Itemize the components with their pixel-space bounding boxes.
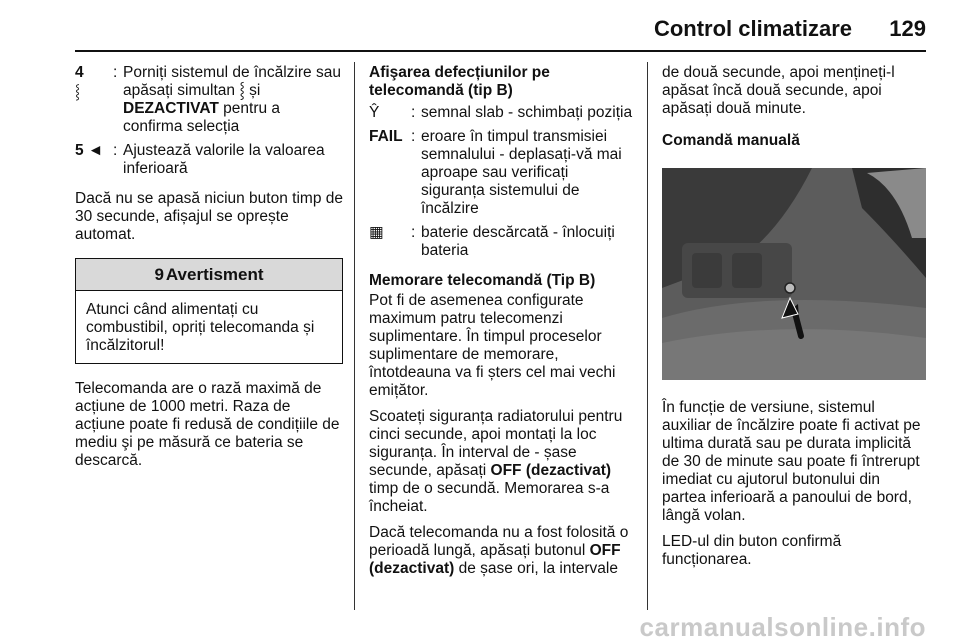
column-divider-2 xyxy=(647,62,648,610)
page-number: 129 xyxy=(889,16,926,41)
manual-paragraph: În funcție de versiune, sistemul auxiliar de încălzire poate fi activat pe ultima durată sau pe durata implicită de 30 de minute sau poate fi întrerupt imediat cu ajutorul butonului din partea inferioară a panoului de bord, lângă volan. xyxy=(662,399,921,524)
warning-icon: 9 xyxy=(154,265,164,284)
weak-signal-description: semnal slab - schimbați poziția xyxy=(421,104,633,121)
auto-off-paragraph: Dacă nu se apasă niciun buton timp de 30 secunde, afișajul se oprește automat. xyxy=(75,190,343,243)
header-rule xyxy=(75,50,926,52)
column-1 xyxy=(75,64,343,478)
long-unused-paragraph: Dacă telecomanda nu a fost folosită o perioadă lungă, apăsați butonul OFF (dezactivat) de șase ori, la intervale xyxy=(369,524,629,577)
memorize-title: Memorare telecomandă (Tip B) xyxy=(369,272,596,289)
warning-title: Avertisment xyxy=(165,265,264,284)
definition-list: 4 ⸾ : Porniți sistemul de încălzire sau apăsați simultan ⸾ și DEZACTIVAT pentru a confirma selecția 5 ◄ : Ajustează valorile la valoarea inferioară xyxy=(75,64,343,178)
warning-body: Atunci când alimentați cu combustibil, opriți telecomanda și încălzitorul! xyxy=(86,301,315,354)
warning-box xyxy=(75,258,343,364)
heater-icon: ⸾ xyxy=(239,82,245,99)
fail-description: eroare în timpul transmisiei semnalului - deplasați-vă mai aproape sau verificați siguranța sistemului de încălzire xyxy=(421,128,622,217)
warning-header xyxy=(76,259,342,291)
key-4-description: Porniți sistemul de încălzire sau apăsați simultan ⸾ și DEZACTIVAT pentru a confirma selecția xyxy=(123,64,341,135)
fuse-paragraph: Scoateți siguranța radiatorului pentru cinci secunde, apoi montați la loc siguranța. În interval de - șase secunde, apăsați OFF (dezactivat) timp de o secundă. Memorarea s-a încheiat. xyxy=(369,408,623,515)
memorize-paragraph: Pot fi de asemenea configurate maximum patru telecomenzi suplimentare. În timpul proceselor suplimentare de memorare, întotdeauna va fi șters cel mai vechi emițător. xyxy=(369,292,616,399)
fail-label: FAIL xyxy=(369,128,403,145)
led-paragraph: LED-ul din buton confirmă funcționarea. xyxy=(662,533,842,568)
column-divider-1 xyxy=(354,62,355,610)
key-5-description: Ajustează valorile la valoarea inferioară xyxy=(123,142,325,177)
watermark: carmanualsonline.info xyxy=(639,612,926,642)
signal-icon: Ŷ xyxy=(369,104,380,121)
range-paragraph: Telecomanda are o rază maximă de acțiune de 1000 metri. Raza de acțiune poate fi redusă de condițiile de mediu şi pe măsură ce bateria se descarcă. xyxy=(75,380,340,469)
key-5-left: 5 ◄ xyxy=(75,142,104,159)
dashboard-button-photo xyxy=(662,168,926,380)
battery-icon: ▦ xyxy=(369,224,384,241)
continued-paragraph: de două secunde, apoi mențineți-l apăsat încă două secunde, apoi apăsați două minute. xyxy=(662,64,895,117)
key-4: 4 ⸾ xyxy=(75,64,113,136)
heater-icon: ⸾ xyxy=(75,83,80,99)
battery-description: baterie descărcată - înlocuiți bateria xyxy=(421,224,615,259)
page-header-title: Control climatizare xyxy=(653,16,852,41)
column-3 xyxy=(662,64,928,577)
column-2 xyxy=(369,64,635,586)
faults-title: Afişarea defecțiunilor pe telecomandă (tip B) xyxy=(369,64,550,99)
manual-title: Comandă manuală xyxy=(662,132,800,149)
faults-list: Ŷ : semnal slab - schimbați poziția FAIL : eroare în timpul transmisiei semnalului - deplasați-vă mai aproape sau verificați siguranța sistemului de încălzire ▦ : baterie descărcată - înlocuiți bateria xyxy=(369,104,635,260)
